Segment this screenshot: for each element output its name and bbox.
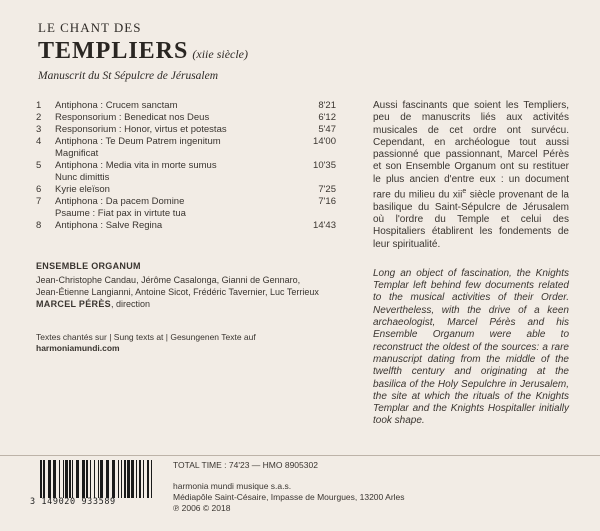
- album-title: TEMPLIERS: [38, 38, 189, 64]
- director-name: MARCEL PÉRÈS: [36, 299, 111, 309]
- track-title: Responsorium : Benedicat nos Deus: [55, 112, 210, 123]
- barcode-bar: [82, 460, 85, 498]
- track-title: Antiphona : Da pacem Domine: [55, 196, 185, 207]
- copyright: ℗ 2006 © 2018: [173, 503, 231, 513]
- track-title: Antiphona : Te Deum Patrem ingenitum: [55, 136, 221, 147]
- track-title: Antiphona : Crucem sanctam: [55, 100, 178, 111]
- track-row: [36, 196, 336, 208]
- track-duration: 8'21: [318, 100, 336, 111]
- track-title: Antiphona : Media vita in morte sumus: [55, 160, 217, 171]
- track-row: [36, 100, 336, 112]
- liner-notes-english: Long an object of fascination, the Knights Templar left behind few documents related to the musical activities of their Order. Nevertheless, with the drive of a keen archaeologist, Marcel Pérès and his Ensemble Organum were able to reconstruct the oldest of the sources: a rare manuscript dating from the middle of the twelfth century and originating at the basilica of the Holy Sepulchre in Jerusalem, the site at which the rituals of the Knights Templar and the Knights Hospitaller initially took shape.: [373, 267, 569, 427]
- musicians-list: [36, 274, 366, 298]
- barcode-bars: [40, 460, 152, 498]
- track-title: Kyrie eleïson: [55, 184, 110, 195]
- track-duration: [296, 148, 336, 160]
- track-number: 7: [36, 196, 42, 207]
- track-duration: 14'00: [313, 136, 336, 147]
- director-credit: [36, 299, 366, 309]
- track-title: Nunc dimittis: [55, 172, 110, 183]
- sung-texts-note: [36, 332, 256, 354]
- century-ordinal: e: [462, 188, 467, 196]
- barcode-bar: [127, 460, 130, 498]
- track-duration: 7'16: [318, 196, 336, 207]
- musicians-line: Jean-Étienne Langianni, Antoine Sicot, Frédéric Tavernier, Luc Terrieux: [36, 287, 319, 297]
- barcode-digits: 3 149020 933589: [30, 497, 116, 507]
- barcode-bar: [48, 460, 51, 498]
- total-time: TOTAL TIME : 74'23 — HMO 8905302: [173, 460, 318, 470]
- album-subtitle: Manuscrit du St Sépulcre de Jérusalem: [38, 70, 219, 82]
- track-number: 5: [36, 160, 42, 171]
- sung-texts-website: harmoniamundi.com: [36, 343, 120, 353]
- barcode-bar: [76, 460, 79, 498]
- barcode-bar: [112, 460, 115, 498]
- barcode: [30, 460, 154, 510]
- barcode-bar: [94, 460, 95, 498]
- barcode-bar: [59, 460, 60, 498]
- barcode-bar: [86, 460, 88, 498]
- label-company: harmonia mundi musique s.a.s.: [173, 481, 292, 491]
- liner-notes-french: [373, 100, 569, 251]
- track-number: 1: [36, 100, 42, 111]
- barcode-bar: [118, 460, 119, 498]
- album-supertitle: LE CHANT DES: [38, 20, 142, 35]
- barcode-bar: [143, 460, 144, 498]
- barcode-bar: [43, 460, 45, 498]
- track-duration: [296, 172, 336, 184]
- track-duration: [296, 208, 336, 220]
- track-number: 2: [36, 112, 42, 123]
- footer-divider: [0, 455, 600, 456]
- footer-info: [173, 460, 405, 514]
- liner-notes: [373, 100, 569, 428]
- track-duration: 6'12: [318, 112, 336, 123]
- barcode-bar: [131, 460, 134, 498]
- track-number: 8: [36, 220, 42, 231]
- album-century: (xiie siècle): [192, 47, 249, 61]
- french-text-part: Aussi fascinants que soient les Templiers, peu de manuscrits liés aux activités musicales de cet ordre ont survécu. Cependant, en archéologue tout aussi passionné que passionnant, Marcel Pérès et son Ensemble Organum ont su restituer le plus ancien d'entre eux : un document rare du milieu du: [373, 100, 569, 201]
- ensemble-credits: [36, 261, 366, 309]
- track-subline: [36, 208, 336, 220]
- track-title: Responsorium : Honor, virtus et potestas: [55, 124, 227, 135]
- track-title: Antiphona : Salve Regina: [55, 220, 163, 231]
- barcode-bar: [69, 460, 71, 498]
- track-row: [36, 160, 336, 172]
- label-address: Médiapôle Saint-Césaire, Impasse de Mourgues, 13200 Arles: [173, 492, 405, 502]
- track-row: [36, 136, 336, 148]
- barcode-bar: [147, 460, 149, 498]
- barcode-bar: [90, 460, 91, 498]
- barcode-bar: [151, 460, 152, 498]
- barcode-bar: [100, 460, 103, 498]
- barcode-bar: [136, 460, 137, 498]
- musicians-line: Jean-Christophe Candau, Jérôme Casalonga, Gianni de Gennaro,: [36, 275, 301, 285]
- barcode-bar: [106, 460, 109, 498]
- century-numeral: xii: [452, 189, 463, 201]
- track-number: 4: [36, 136, 42, 147]
- track-duration: 10'35: [313, 160, 336, 171]
- barcode-bar: [40, 460, 42, 498]
- track-number: 3: [36, 124, 42, 135]
- ensemble-name: ENSEMBLE ORGANUM: [36, 261, 141, 271]
- barcode-bar: [53, 460, 56, 498]
- barcode-bar: [139, 460, 141, 498]
- track-row: [36, 112, 336, 124]
- track-duration: 14'43: [313, 220, 336, 231]
- barcode-bar: [63, 460, 64, 498]
- album-header: [38, 20, 248, 82]
- track-row: [36, 220, 336, 232]
- french-text-part: siècle provenant de la basilique du Saint-Sépulcre de Jérusalem où l'ordre du Temple et celui des Hospitaliers établirent les fondements de leur spiritualité.: [373, 189, 569, 250]
- barcode-bar: [124, 460, 126, 498]
- track-title: Psaume : Fiat pax in virtute tua: [55, 208, 186, 219]
- director-role: , direction: [110, 299, 150, 309]
- track-number: 6: [36, 184, 42, 195]
- track-subline: [36, 172, 336, 184]
- barcode-bar: [121, 460, 122, 498]
- sung-texts-line: Textes chantés sur | Sung texts at | Gesungenen Texte auf: [36, 332, 256, 342]
- barcode-bar: [98, 460, 99, 498]
- track-row: [36, 184, 336, 196]
- track-row: [36, 124, 336, 136]
- barcode-bar: [65, 460, 68, 498]
- album-title-row: [38, 38, 248, 65]
- track-subline: [36, 148, 336, 160]
- track-duration: 5'47: [318, 124, 336, 135]
- barcode-bar: [72, 460, 73, 498]
- track-list: [36, 100, 336, 232]
- track-title: Magnificat: [55, 148, 99, 159]
- track-duration: 7'25: [318, 184, 336, 195]
